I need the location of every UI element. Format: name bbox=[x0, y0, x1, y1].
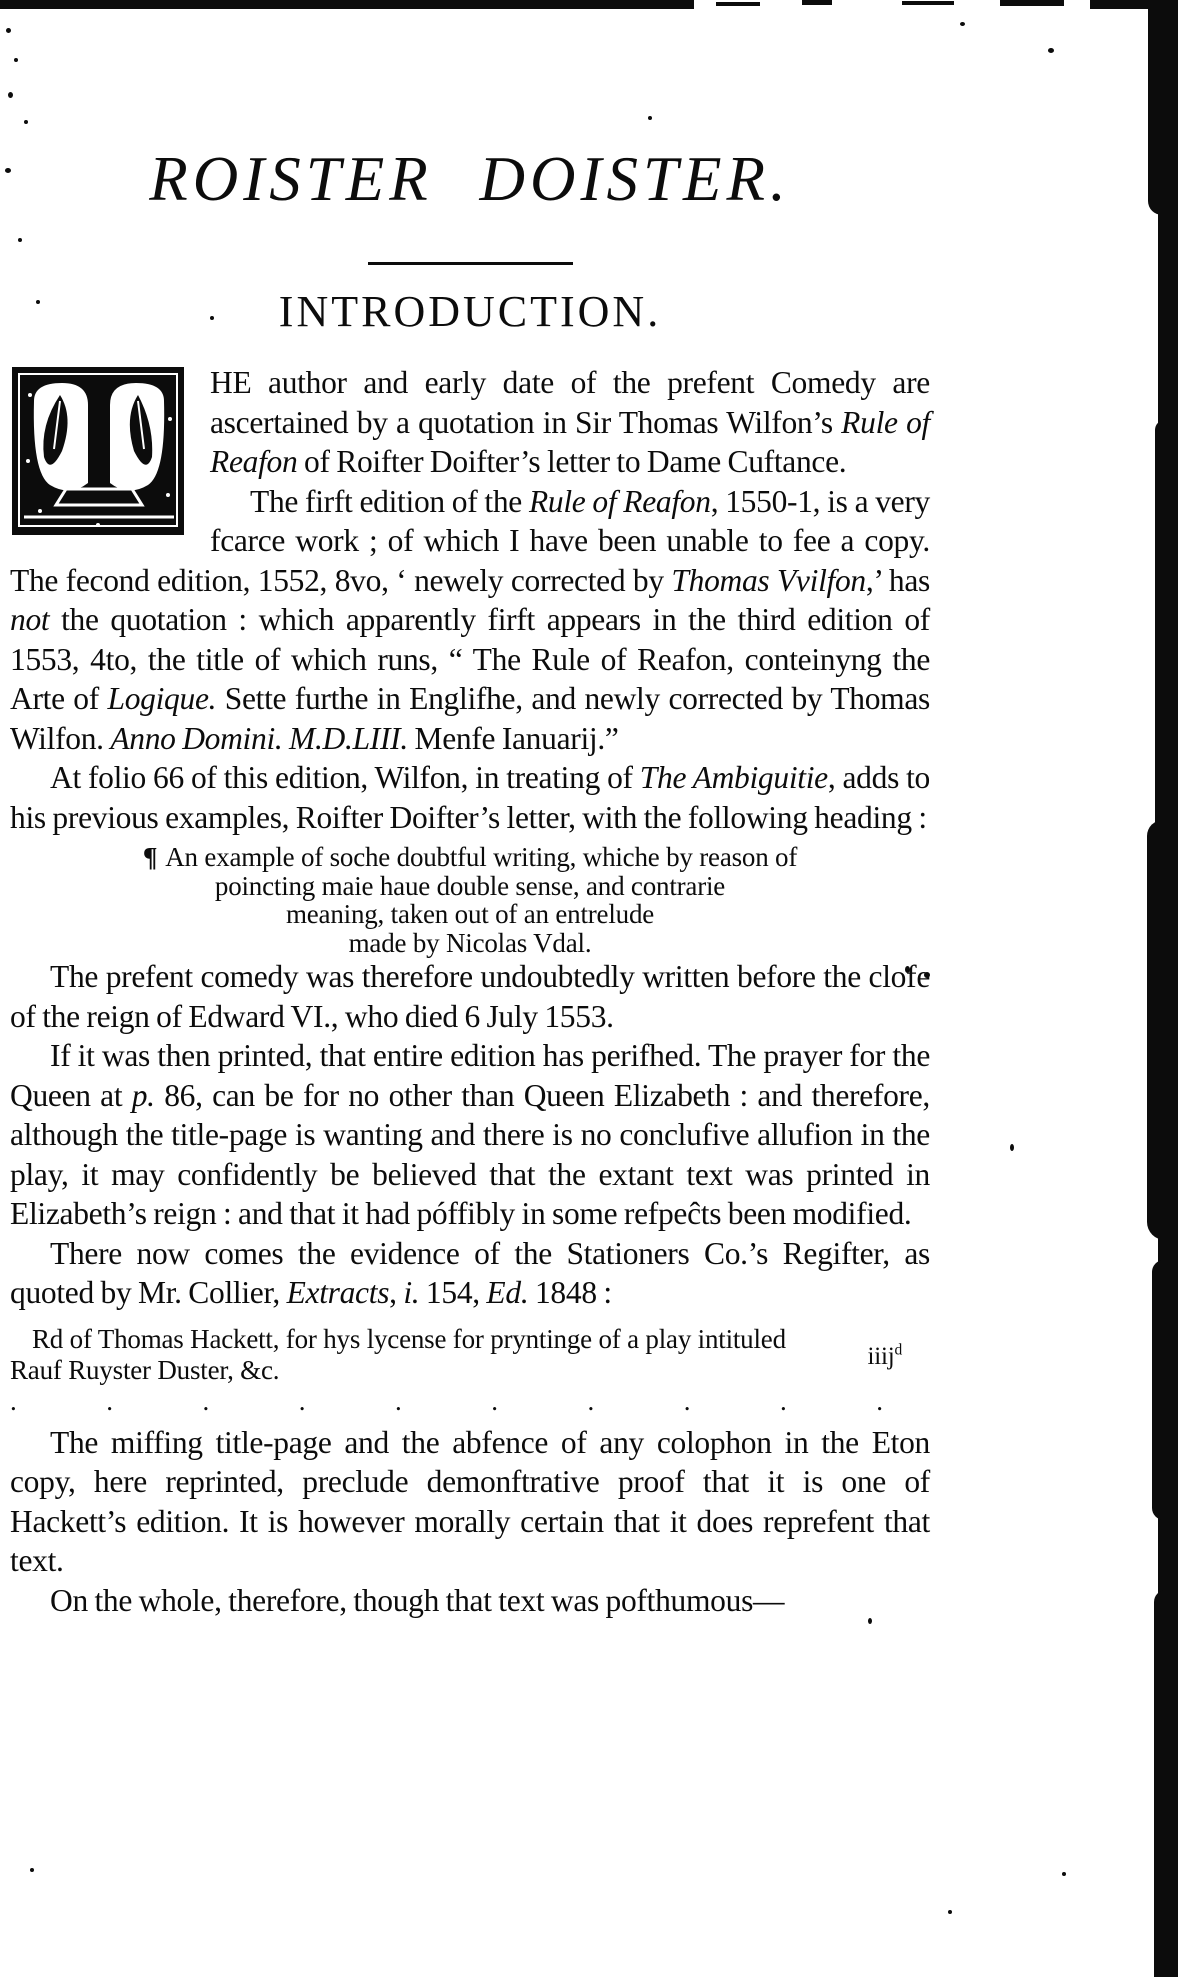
register-line-2 bbox=[10, 1355, 930, 1417]
quote-line: made by Nicolas Vdal. bbox=[348, 927, 592, 958]
paragraph-comedy-date: The prefent comedy was therefore undoubtedly written before the clofe of the reign of Edward VI., who died 6 July 1553. bbox=[10, 959, 930, 1034]
scan-edge-blob bbox=[1148, 0, 1178, 215]
paragraph-on-the-whole: On the whole, therefore, though that text was pofthumous— bbox=[50, 1582, 785, 1618]
paragraph-stationers-register: There now comes the evidence of the Stationers Co.’s Regifter, as quoted by Mr. Collier, Extracts, i. 154, Ed. 1848 : bbox=[10, 1235, 930, 1311]
quote-line: meaning, taken out of an entrelude bbox=[285, 899, 655, 930]
scan-speck bbox=[1062, 1872, 1066, 1876]
title-divider-rule bbox=[368, 262, 573, 265]
quote-line: ¶ An example of soche doubtful writing, whiche by reason of bbox=[142, 842, 798, 873]
scan-speck bbox=[1048, 48, 1054, 53]
paragraph-eton-copy: The miffing title-page and the abfence of any colophon in the Eton copy, here reprinted, preclude demonftrative proof that it is one of Hackett’s edition. It is however morally certain that it does reprefent that text. bbox=[10, 1424, 930, 1579]
pilcrow-mark: ¶ bbox=[142, 842, 158, 873]
scan-edge-blob bbox=[1154, 1590, 1178, 1977]
paragraph-queen-prayer: If it was then printed, that entire edition has perifhed. The prayer for the Queen at p. 86, can be for no other than Queen Elizabeth : and therefore, although the title-page is wanting and there is no conclufive allufion in the play, it may confidently be believed that the extant text was printed in Elizabeth’s reign : and that it had póffibly in some refpeĉts been modified. bbox=[10, 1038, 930, 1232]
scan-speck bbox=[30, 1868, 34, 1872]
quote-line: poincting maie haue double sense, and contrarie bbox=[214, 870, 726, 901]
register-play-name: Rauf Ruyster Duster, &c. bbox=[10, 1354, 280, 1385]
register-price: iiij$^d$ bbox=[867, 1341, 902, 1370]
page-content bbox=[10, 0, 930, 1620]
scan-edge-blob bbox=[1152, 1260, 1178, 1520]
book-title: ROISTER DOISTER. bbox=[149, 144, 791, 214]
section-heading: INTRODUCTION. bbox=[278, 287, 662, 337]
paragraph-first-edition: The firft edition of the Rule of Reafon, 1550-1, is a very fcarce work ; of which I have been unable to fee a copy. The fecond edition, 1552, 8vo, ‘ newely corrected by Thomas Vvilfon,’ has not the quotation : which apparently firft appears in the third edition of 1553, 4to, the title of which runs, “ The Rule of Reafon, conteinyng the Arte of Logique. Sette furthe in Englifhe, and newly corrected by Thomas Wilfon. Anno Domini. M.D.LIII. Menfe Ianuarij.” bbox=[10, 483, 930, 756]
scan-speck bbox=[948, 1910, 952, 1914]
register-line-1: Rd of Thomas Hackett, for hys lycense for pryntinge of a play intituled bbox=[32, 1323, 786, 1354]
scan-speck bbox=[1010, 1144, 1014, 1151]
paragraph-folio-66: At folio 66 of this edition, Wilfon, in treating of The Ambiguitie, adds to his previous examples, Roifter Doifter’s letter, with the following heading : bbox=[10, 760, 931, 835]
register-entry bbox=[10, 1324, 930, 1417]
opening-paragraphs bbox=[10, 363, 930, 758]
scan-speck bbox=[960, 22, 965, 26]
leader-dots: . . . . . . . . . . bbox=[10, 1385, 885, 1416]
decorative-initial-T-woodcut bbox=[10, 365, 188, 541]
quoted-heading-block bbox=[30, 843, 910, 957]
scan-edge-blob bbox=[1147, 820, 1178, 1240]
scan-noise-mark bbox=[1000, 0, 1064, 6]
paragraph-author-date: HE author and early date of the prefent Comedy are ascertained by a quotation in Sir Thomas Wilfon’s Rule of Reafon of Roifter Doifter’s letter to Dame Cuftance. bbox=[210, 365, 930, 480]
price-superscript: d bbox=[894, 1341, 902, 1359]
